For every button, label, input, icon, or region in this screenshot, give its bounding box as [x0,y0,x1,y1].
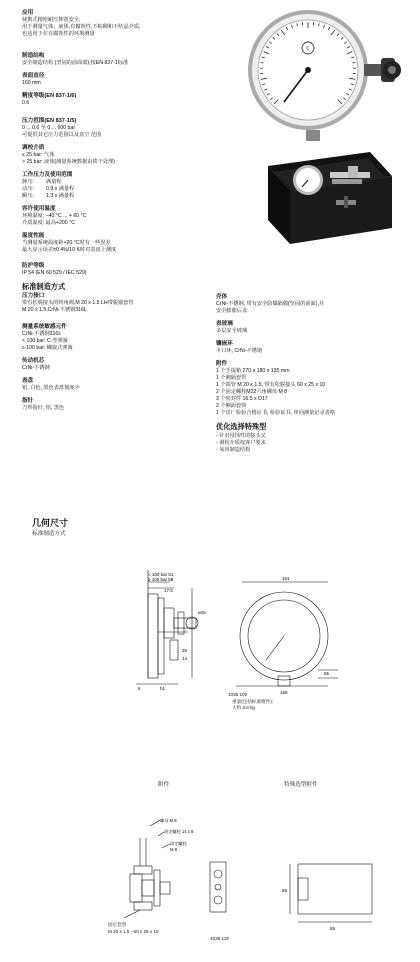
application-heading: 应用 [22,10,34,16]
working-pressure-row: 动压: 0.9 x 满量程 [22,186,75,192]
temp-effect-line-2: 最大显示误差±0.4%/10 K时对表盘上测度 [22,247,117,253]
temperature-line-1: 环境温度: −40 °C ... + 60 °C [22,213,87,219]
option-item: - 针对侵蚀性的接头又 [216,433,266,439]
dial-section [22,378,222,392]
temp-effect-section [22,233,222,254]
working-pressure-row: 静压: 满量程 [22,179,62,185]
accuracy-section [22,93,222,107]
front-view-drawing [232,574,344,698]
pointer-section [22,398,222,412]
callout-fix: 固定螺栓 [170,841,187,846]
application-section [22,10,222,38]
ranges-line-2: 可提供其它压力范围以及真空 范围 [22,132,102,138]
accessory-end-view [206,856,230,918]
left-spec-column [22,10,222,418]
window-heading: 表玻璃 [216,321,233,327]
temperature-heading: 容许使用温度 [22,206,56,212]
dimensions-drawing-id: 1035 100 [228,692,248,697]
window-section [216,321,412,335]
window-value: 多层安全玻璃 [216,328,248,334]
ingress-heading: 防护等级 [22,263,45,269]
connection-section [22,293,222,314]
dimensions-title: 几何尺寸 [32,518,69,528]
accessory-fitting-drawing [104,818,200,930]
accuracy-value: 0.6 [22,100,30,106]
application-line-2: 用于测量气体、液体,有腐蚀性,不粘稠和不结晶介质, [22,24,141,30]
design-section [22,53,222,67]
dim-h3: 14 [182,656,188,661]
special-accessory-drawing [282,858,378,932]
case-line-1: CrNi-不锈钢, 带有安全防爆隔膜(坚固的前面),并 [216,301,325,307]
options-section [216,423,412,454]
dim-w2: h1 [160,686,166,691]
dimensions-subtitle: 标准制造方式 [32,531,66,537]
accessory-item: 1 个手提箱 270 x 180 x 135 mm [216,368,290,374]
movement-section [22,358,222,372]
movement-heading: 传动机芯 [22,358,45,364]
safety-heading: 调校介质 [22,145,45,151]
callout-bolt: 固定螺栓 14 x 8 [164,829,194,834]
design-text: 安全制造结构 (坚固的前面部),按EN 837-1标准 [22,60,129,66]
application-line-3: 也适用于在有腐蚀性的环境测量 [22,31,95,37]
accessory-item: 1 个端管 M 20 x 1.5, 带有松脱接头 60 x 25 x 10 [216,382,326,388]
ingress-section [22,263,222,277]
accessories-section [216,361,412,417]
dim-a: 56 [282,888,288,893]
accessory-drawing-id: 1035 118 [210,936,229,941]
element-section [22,324,222,352]
ranges-line-1: 0 ... 0.6 至 0 ... 600 bar [22,125,76,131]
nominal-size-value: 160 mm [22,80,41,86]
option-item: - 调校介质按客户要求 [216,440,266,446]
connection-line-2: M 20 x 1.5,CrNi-不锈钢316L [22,307,87,313]
accessories-heading: 附件 [216,361,228,367]
dim-h2: 25 [182,648,188,653]
pointer-heading: 指针 [22,398,34,404]
element-heading: 测量系统敏感元件 [22,324,67,330]
accessory-item: 2 个固定螺栓M22六角螺母 M 8 [216,389,288,395]
accessory-item: 1 个出厂检验合格证书, 检验证书, 单向测量记录表格 [216,410,336,416]
svg-text:C: C [306,46,310,52]
connection-heading: 压力接口 [22,293,45,299]
bezel-heading: 镶嵌环 [216,341,233,347]
dial-value: 铝, 白色, 黑色表盘刻度字 [22,385,80,391]
accessory-item: 3 个密封件 16.5 x D17 [216,396,268,402]
safety-line-1: ≤ 25 bar: 气体 [22,152,55,158]
case-line-2: 安全膨胀后盖 [216,308,248,314]
element-line-3: ≥ 100 bar: 螺旋式弹簧 [22,345,73,351]
dim-d1: 17.5 [164,588,173,593]
element-line-2: < 100 bar: C-型弹簧 [22,338,68,344]
dim-b: 55 [330,926,336,931]
ranges-heading: 压力范围(EN 837-1/5) [22,118,77,124]
bezel-value: 卡口环, CrNi-不锈钢 [216,348,263,354]
dimensions-header [32,516,68,537]
accessory-item: 2 个侧面套筒 [216,403,247,409]
option-item: - 氧用制造结构 [216,447,251,453]
ranges-section [22,118,222,139]
weight-value: 大约 3.8 kg [232,705,255,710]
element-line-1: CrNi-不锈钢316L [22,331,62,337]
case-section [216,294,412,315]
carrying-case-photo [260,146,400,254]
weight-label: 重量(包括标准附件): [232,699,274,704]
right-spec-column [216,294,412,460]
ingress-value: IP 54 (EN 60 529 / IEC 529) [22,270,87,276]
working-pressure-row: 瞬压: 1.3 x 满量程 [22,193,75,199]
temperature-line-2: 介质温度: 最高+200 °C [22,220,75,226]
dim-w5: 55 [324,671,330,676]
connection-line-1: 带有松脱接头的终角阀,M 20 x 1.5 LH带脱锚套管 [22,300,134,306]
bezel-section [216,341,412,355]
callout-nut: 螺母 M 8 [160,818,177,823]
design-heading: 制造结构 [22,53,45,59]
working-pressure-section [22,172,222,200]
pointer-value: 刀形指针, 铝, 黑色 [22,405,65,411]
temperature-section [22,206,222,227]
dim-w4: 150 [280,690,288,695]
gauge-photo [246,6,406,141]
safety-line-2: > 25 bar: 液体(测量系统数据由铁干处理) [22,159,115,165]
accuracy-heading: 精度等级(EN 837-1/6) [22,93,77,99]
callout-m8: M 8 [170,847,177,852]
temp-effect-line-1: 当测量系统温度距+20 °C时有一些误差 [22,240,111,246]
dim-w3: 161 [282,576,290,581]
movement-value: CrNi-不锈钢 [22,365,50,371]
temp-effect-heading: 温度性能 [22,233,45,239]
accessories-title: 附件 [158,782,170,788]
fitting-label-2: M 20 x 1.5 - 60 x 25 x 10 [108,929,159,934]
working-pressure-heading: 工作压力及使用范围 [22,172,73,178]
dim-lt100: < 100 bar 51 [148,572,174,577]
dial-heading: 表盘 [22,378,34,384]
nominal-size-section [22,73,222,87]
options-heading: 优化选择特殊型 [216,422,267,431]
accessory-item: 1 个测隔套管 [216,375,247,381]
fitting-label-1: 固定套管 [108,922,127,927]
standard-version-heading: 标准制造方式 [22,282,66,291]
nominal-size-heading: 表面直径 [22,73,45,79]
dim-w1: 6 [138,686,141,691]
dim-ge100: ≥ 100 bar 58 [148,577,174,582]
dim-d2: ø15 [198,610,206,615]
safety-section [22,145,222,166]
case-heading: 壳体 [216,294,228,300]
special-accessories-title: 特殊选型附件 [284,782,318,788]
application-line-1: 使携式精密耐压抑震安全, [22,17,81,23]
